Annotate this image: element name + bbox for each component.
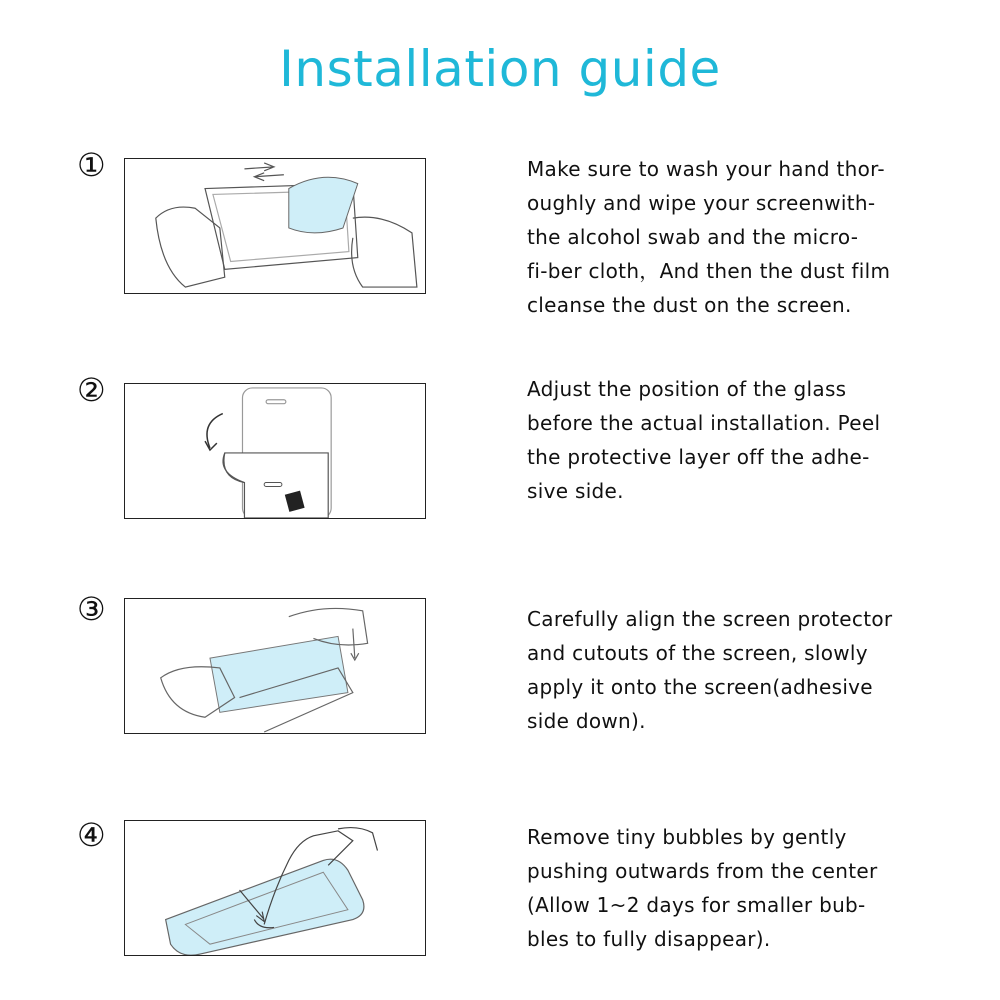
step-1-line: cleanse the dust on the screen. bbox=[527, 293, 852, 317]
step-3-line: Carefully align the screen protector bbox=[527, 607, 893, 631]
step-1-line: the alcohol swab and the micro- bbox=[527, 225, 859, 249]
step-3-line: and cutouts of the screen, slowly bbox=[527, 641, 868, 665]
step-1-number: ① bbox=[77, 146, 106, 184]
step-2-line: sive side. bbox=[527, 479, 624, 503]
step-2-description bbox=[527, 372, 927, 508]
step-4-line: Remove tiny bubbles by gently bbox=[527, 825, 847, 849]
step-3-number: ③ bbox=[77, 590, 106, 628]
step-1-description bbox=[527, 152, 927, 322]
page-title: Installation guide bbox=[279, 40, 721, 98]
step-2-number: ② bbox=[77, 371, 106, 409]
step-1-line: oughly and wipe your screenwith- bbox=[527, 191, 876, 215]
align-protector-icon bbox=[125, 599, 425, 733]
wipe-screen-illustration bbox=[124, 158, 426, 294]
step-2-line: before the actual installation. Peel bbox=[527, 411, 881, 435]
peel-layer-icon bbox=[125, 384, 425, 518]
align-protector-illustration bbox=[124, 598, 426, 734]
step-4-line: bles to fully disappear). bbox=[527, 927, 771, 951]
step-1-line: Make sure to wash your hand thor- bbox=[527, 157, 885, 181]
remove-bubbles-illustration bbox=[124, 820, 426, 956]
step-3-line: apply it onto the screen(adhesive bbox=[527, 675, 873, 699]
wipe-screen-icon bbox=[125, 159, 425, 293]
step-2-line: Adjust the position of the glass bbox=[527, 377, 847, 401]
step-3-line: side down). bbox=[527, 709, 646, 733]
step-3-description bbox=[527, 602, 927, 738]
peel-layer-illustration bbox=[124, 383, 426, 519]
step-4-description bbox=[527, 820, 927, 956]
step-1-line: fi-ber cloth，And then the dust film bbox=[527, 259, 891, 283]
step-4-line: (Allow 1~2 days for smaller bub- bbox=[527, 893, 866, 917]
step-4-line: pushing outwards from the center bbox=[527, 859, 878, 883]
step-4-number: ④ bbox=[77, 816, 106, 854]
remove-bubbles-icon bbox=[125, 821, 425, 955]
step-2-line: the protective layer off the adhe- bbox=[527, 445, 870, 469]
